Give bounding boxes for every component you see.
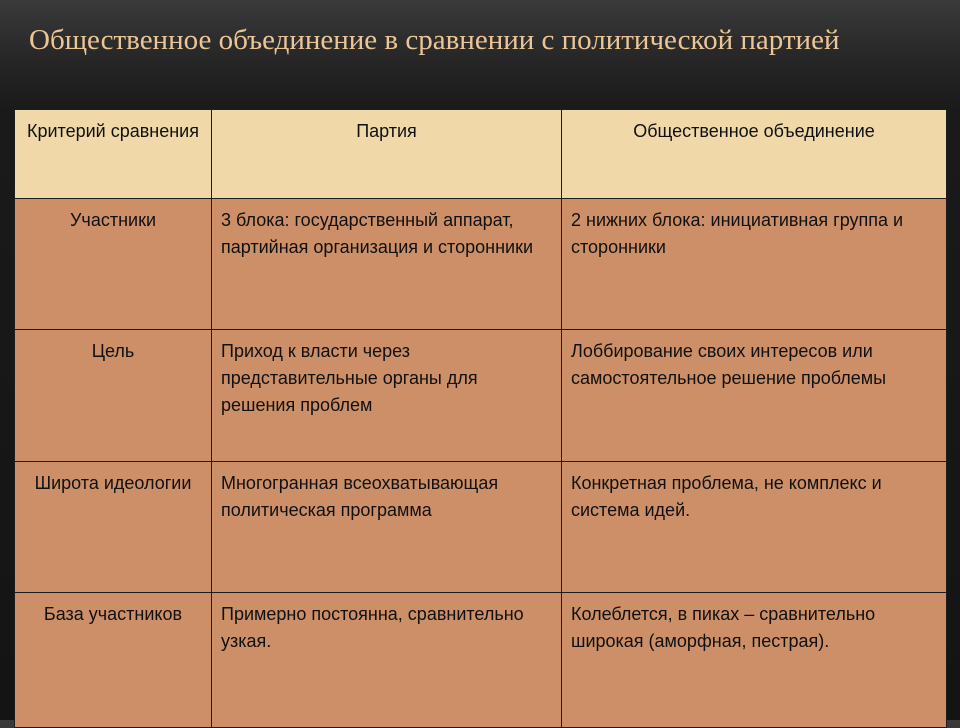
association-cell: Колеблется, в пиках – сравнительно широкая (аморфная, пестрая). — [562, 593, 947, 728]
association-cell: 2 нижних блока: инициативная группа и сторонники — [562, 199, 947, 330]
header-criterion: Критерий сравнения — [15, 110, 212, 199]
table-row — [15, 330, 947, 462]
party-cell: Примерно постоянна, сравнительно узкая. — [212, 593, 562, 728]
table-row — [15, 593, 947, 728]
party-cell: 3 блока: государственный аппарат, партийная организация и сторонники — [212, 199, 562, 330]
table-row — [15, 199, 947, 330]
criterion-cell: Участники — [15, 199, 212, 330]
criterion-cell: Широта идеологии — [15, 462, 212, 593]
criterion-cell: Цель — [15, 330, 212, 462]
header-association: Общественное объединение — [562, 110, 947, 199]
party-cell: Многогранная всеохватывающая политическая программа — [212, 462, 562, 593]
association-cell: Лоббирование своих интересов или самостоятельное решение проблемы — [562, 330, 947, 462]
table-header-row — [15, 110, 947, 199]
header-party: Партия — [212, 110, 562, 199]
table-row — [15, 462, 947, 593]
association-cell: Конкретная проблема, не комплекс и система идей. — [562, 462, 947, 593]
criterion-cell: База участников — [15, 593, 212, 728]
party-cell: Приход к власти через представительные органы для решения проблем — [212, 330, 562, 462]
comparison-table — [14, 109, 947, 728]
slide-title: Общественное объединение в сравнении с политической партией — [29, 24, 840, 56]
